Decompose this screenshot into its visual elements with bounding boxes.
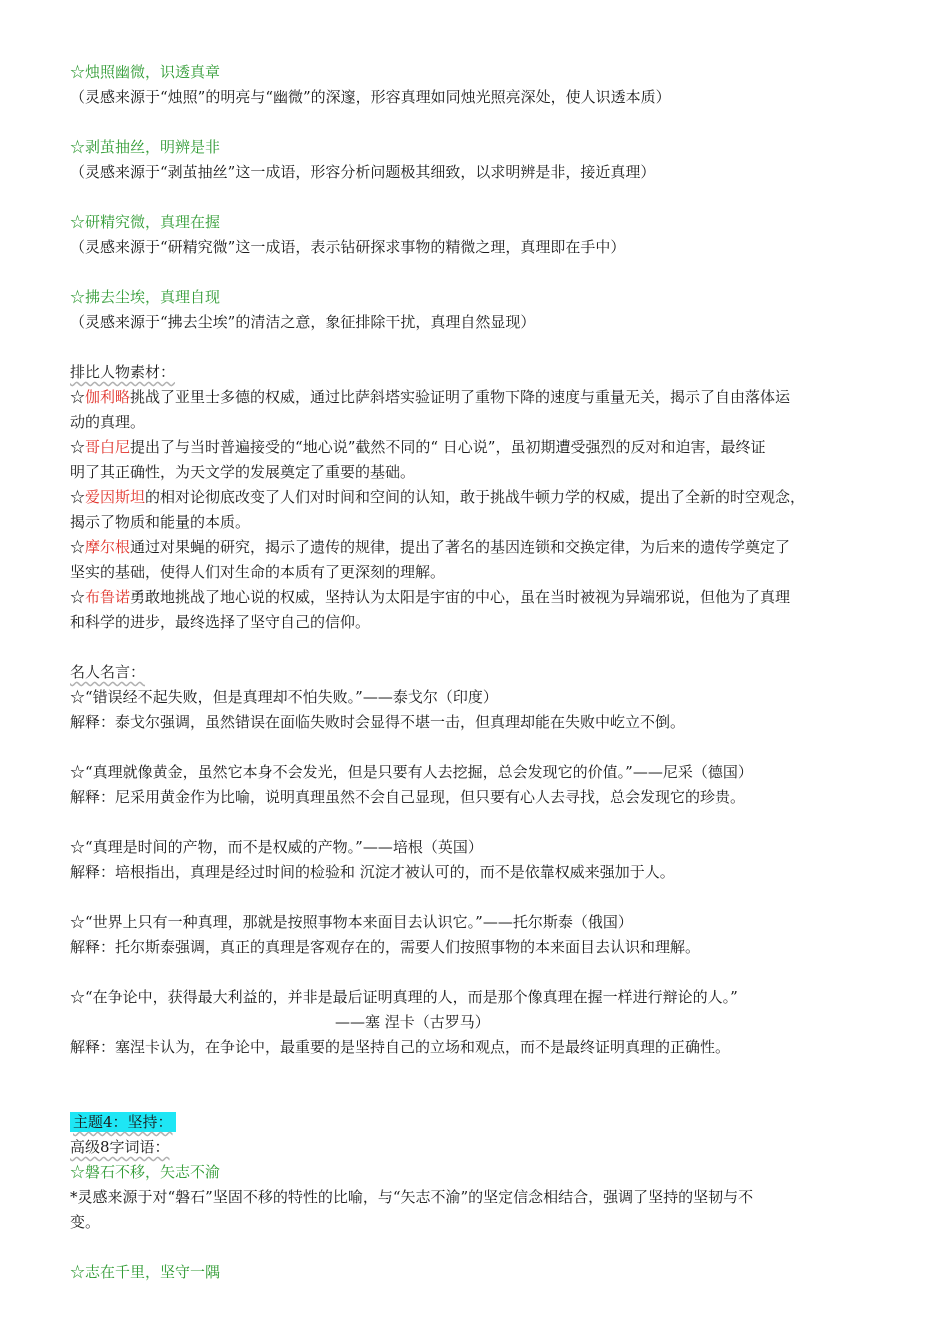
person-entry: ☆伽利略挑战了亚里士多德的权威，通过比萨斜塔实验证明了重物下降的速度与重量无关，揭示了自由落体运 [70, 388, 791, 406]
people-heading: 排比人物素材： [70, 363, 176, 381]
quotes-heading: 名人名言： [70, 663, 146, 681]
phrase-note: （灵感来源于“拂去尘埃”的清洁之意，象征排除干扰，真理自然显现） [70, 313, 536, 331]
quote-author: ——塞 涅卡（古罗马） [335, 1013, 490, 1031]
quote-explanation: 解释：托尔斯泰强调，真正的真理是客观存在的，需要人们按照事物的本来面目去认识和理解。 [70, 938, 701, 956]
phrase-note: *灵感来源于对“磐石”坚固不移的特性的比喻，与“矢志不渝”的坚定信念相结合，强调了坚持的坚韧与不 [70, 1188, 754, 1206]
quote-explanation: 解释：尼采用黄金作为比喻，说明真理虽然不会自己显现，但只要有心人去寻找，总会发现它的珍贵。 [70, 788, 746, 806]
person-name: 布鲁诺 [85, 588, 131, 606]
phrase-title: ☆剥茧抽丝，明辨是非 [70, 138, 221, 156]
theme-heading: 主题4：坚持： [70, 1110, 885, 1135]
phrase-title: ☆烛照幽微，识透真章 [70, 63, 221, 81]
person-entry-cont: 明了其正确性，为天文学的发展奠定了重要的基础。 [70, 463, 416, 481]
person-entry-cont: 揭示了物质和能量的本质。 [70, 513, 251, 531]
quote: ☆“真理是时间的产物，而不是权威的产物。”——培根（英国） [70, 838, 483, 856]
quote-explanation: 解释：塞涅卡认为，在争论中，最重要的是坚持自己的立场和观点，而不是最终证明真理的正确性。 [70, 1038, 731, 1056]
phrase-note: （灵感来源于“剥茧抽丝”这一成语，形容分析问题极其细致，以求明辨是非，接近真理） [70, 163, 656, 181]
phrase-note: （灵感来源于“烛照”的明亮与“幽微”的深邃，形容真理如同烛光照亮深处，使人识透本质） [70, 88, 671, 106]
person-entry: ☆哥白尼提出了与当时普遍接受的“地心说”截然不同的“ 日心说”，虽初期遭受强烈的反对和迫害，最终证 [70, 438, 766, 456]
phrase-note-cont: 变。 [70, 1213, 101, 1231]
person-name: 哥白尼 [85, 438, 131, 456]
quote: ☆“世界上只有一种真理，那就是按照事物本来面目去认识它。”——托尔斯泰（俄国） [70, 913, 633, 931]
person-entry: ☆摩尔根通过对果蝇的研究，揭示了遗传的规律，提出了著名的基因连锁和交换定律，为后来的遗传学奠定了 [70, 538, 791, 556]
person-name: 爱因斯坦 [85, 488, 146, 506]
person-entry-cont: 坚实的基础，使得人们对生命的本质有了更深刻的理解。 [70, 563, 446, 581]
theme-subheading: 高级8字词语： [70, 1138, 170, 1156]
phrase-title: ☆研精究微，真理在握 [70, 213, 221, 231]
person-entry-cont: 动的真理。 [70, 413, 146, 431]
person-name: 伽利略 [85, 388, 131, 406]
person-entry-cont: 和科学的进步，最终选择了坚守自己的信仰。 [70, 613, 371, 631]
quote: ☆“真理就像黄金，虽然它本身不会发光，但是只要有人去挖掘，总会发现它的价值。”——尼采（德国） [70, 763, 753, 781]
phrase-title: ☆志在千里，坚守一隅 [70, 1263, 221, 1281]
person-name: 摩尔根 [85, 538, 131, 556]
quote: ☆“在争论中，获得最大利益的，并非是最后证明真理的人，而是那个像真理在握一样进行辩论的人。” [70, 988, 738, 1006]
quote: ☆“错误经不起失败，但是真理却不怕失败。”——泰戈尔（印度） [70, 688, 498, 706]
quote-explanation: 解释：泰戈尔强调，虽然错误在面临失败时会显得不堪一击，但真理却能在失败中屹立不倒。 [70, 713, 686, 731]
phrase-title: ☆拂去尘埃，真理自现 [70, 288, 221, 306]
quote-explanation: 解释：培根指出，真理是经过时间的检验和 沉淀才被认可的，而不是依靠权威来强加于人。 [70, 863, 675, 881]
phrase-title: ☆磐石不移，矢志不渝 [70, 1163, 221, 1181]
document-page [70, 60, 885, 1285]
person-entry: ☆爱因斯坦的相对论彻底改变了人们对时间和空间的认知，敢于挑战牛顿力学的权威，提出了全新的时空观念， [70, 488, 806, 506]
phrase-note: （灵感来源于“研精究微”这一成语，表示钻研探求事物的精微之理，真理即在手中） [70, 238, 626, 256]
person-entry: ☆布鲁诺勇敢地挑战了地心说的权威，坚持认为太阳是宇宙的中心，虽在当时被视为异端邪说，但他为了真理 [70, 588, 791, 606]
